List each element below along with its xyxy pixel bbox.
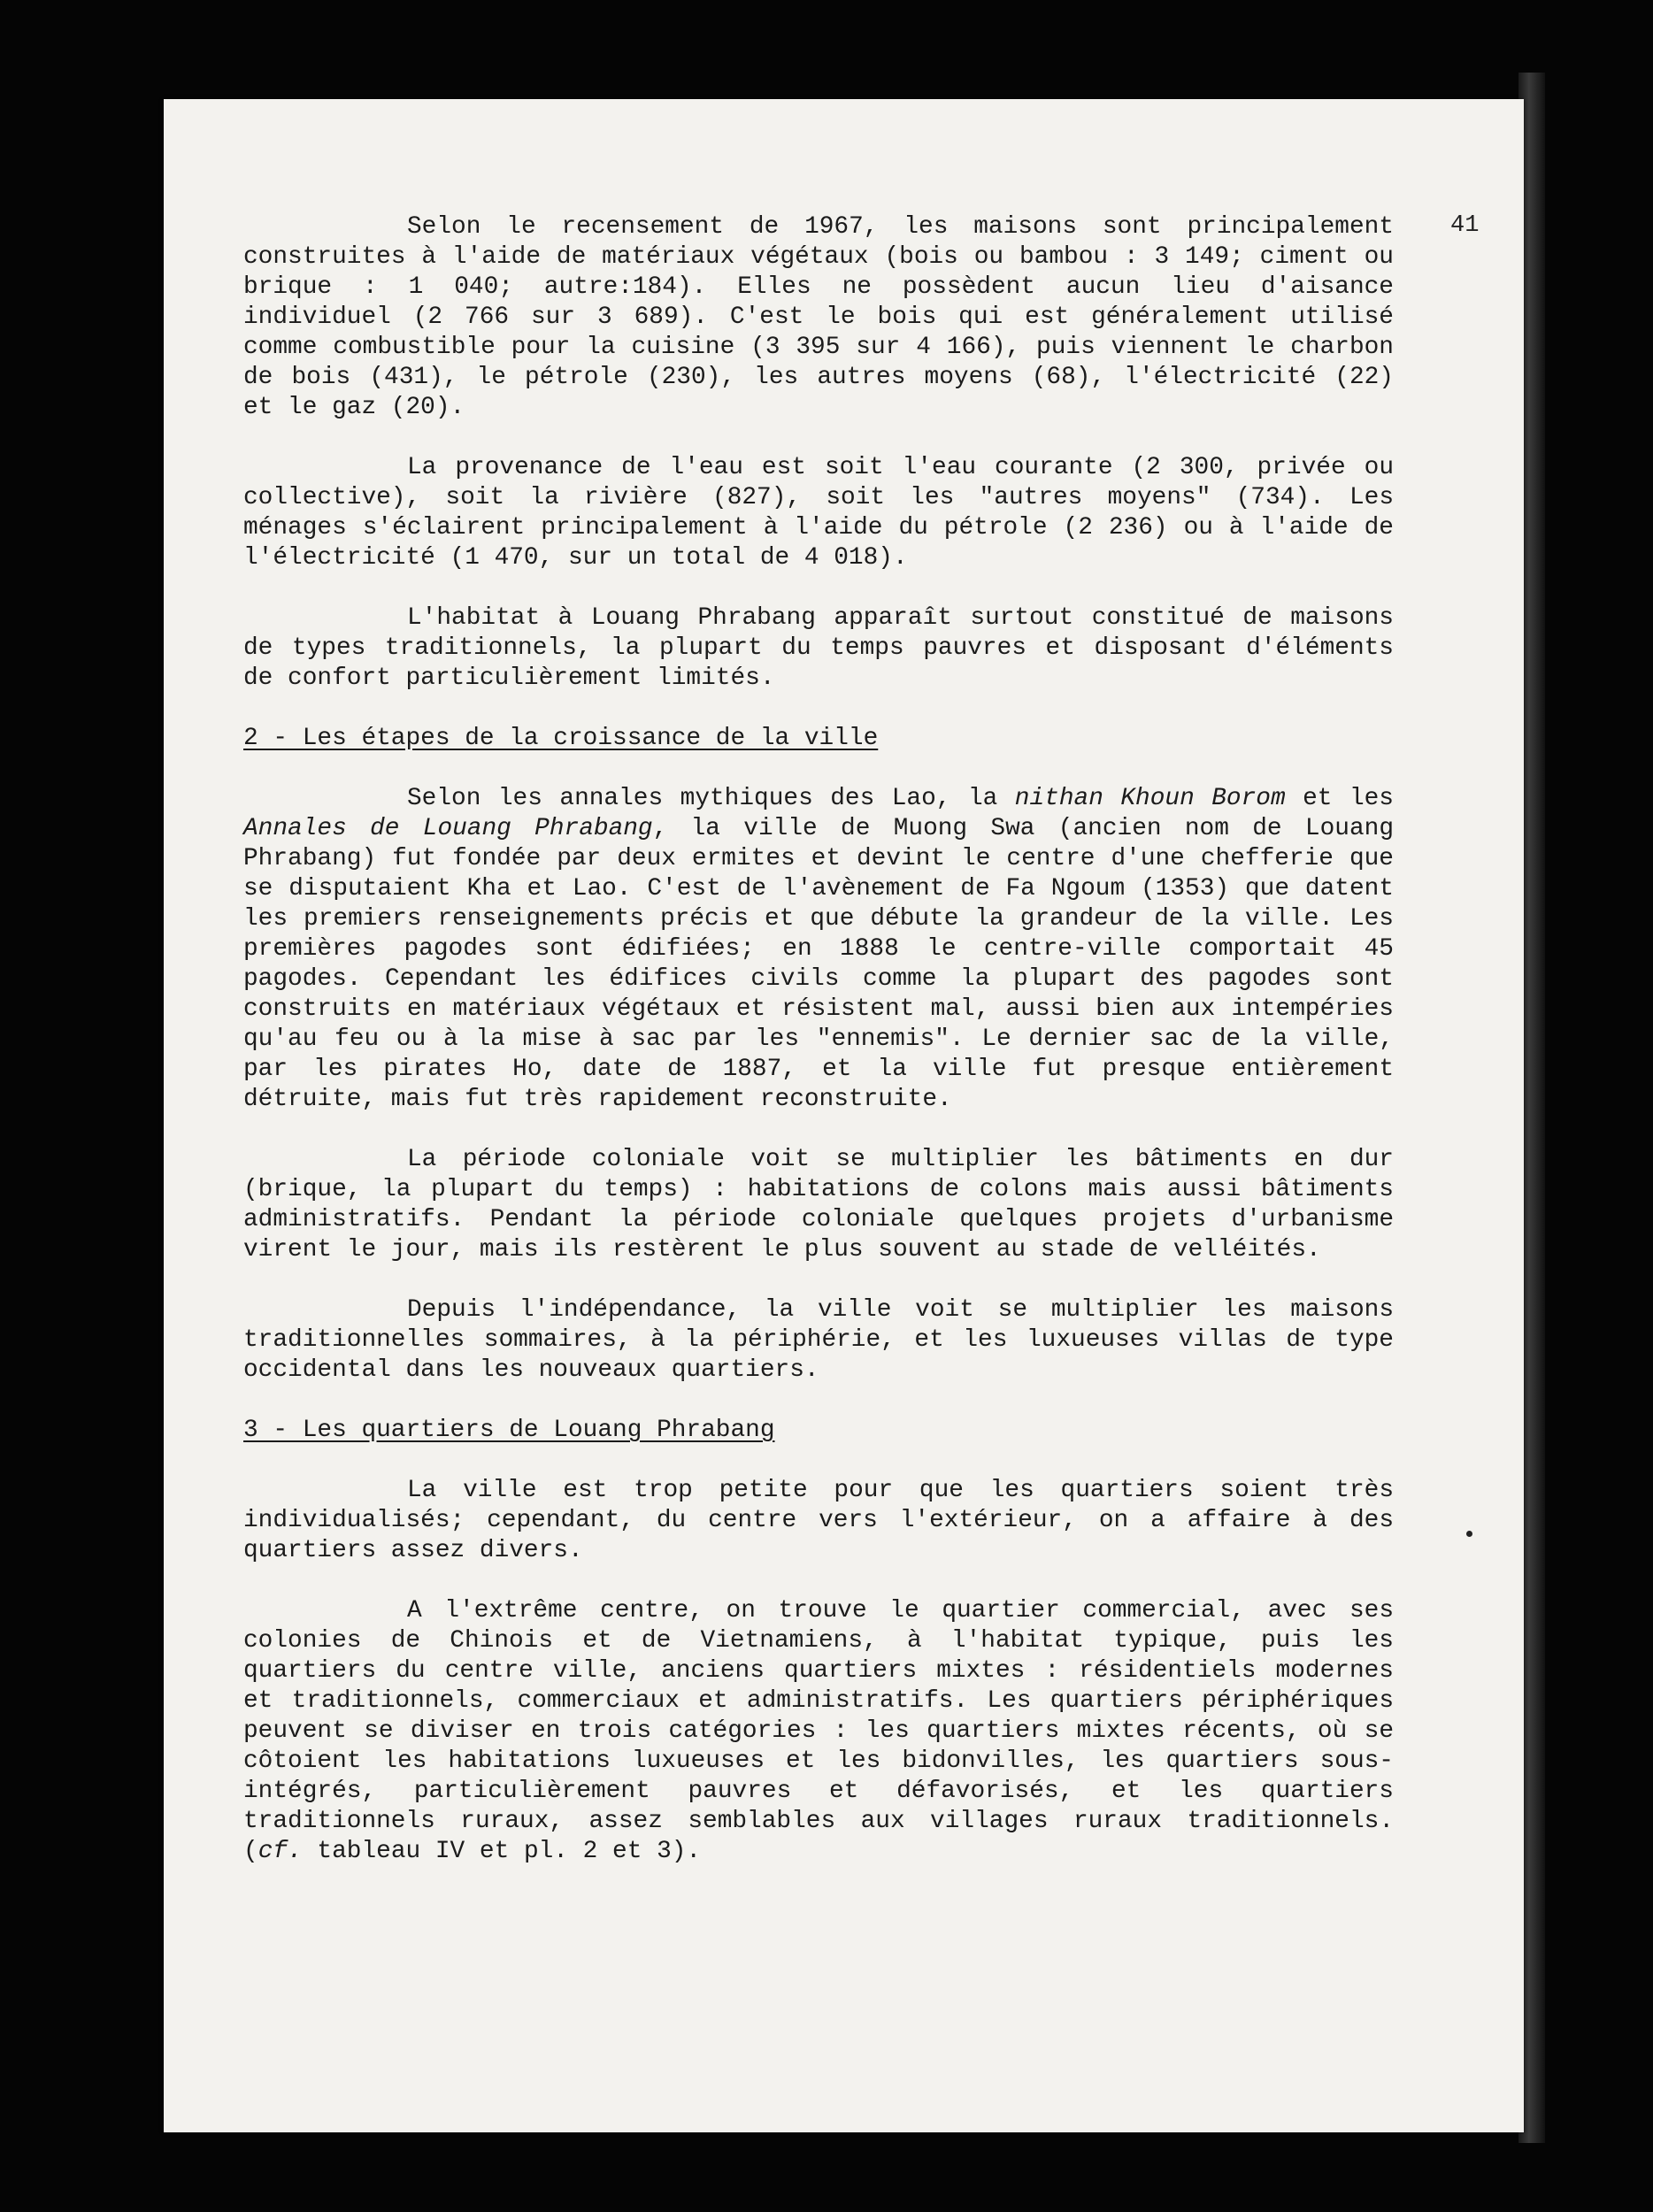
section-heading-neighborhoods: 3 - Les quartiers de Louang Phrabang [243, 1417, 775, 1444]
paragraph-census-housing: Selon le recensement de 1967, les maisons sont principalement construites à l'aide de matériaux végétaux (bois ou bambou : 3 149; ciment ou brique : 1 040; autre:184). Elles ne possèdent aucun lieu d'aisance individuel (2 766 sur 3 689). C'est le bois qui est généralement utilisé comme combustible pour la cuisine (3 395 sur 4 166), puis viennent le charbon de bois (431), le pétrole (230), les autres moyens (68), l'électricité (22) et le gaz (20). [243, 213, 1394, 421]
neighborhood-text-1: A l'extrême centre, on trouve le quartier commercial, avec ses colonies de Chinois et de Vietnamiens, à l'habitat typique, puis les quartiers du centre ville, anciens quartiers mixtes : résidentiels modernes et traditionnels, commerciaux et administratifs. Les quartiers périphériques peuvent se diviser en trois catégories : les quartiers mixtes récents, où se côtoient les habitations luxueuses et les bidonvilles, les quartiers sous-intégrés, particulièrement pauvres et défavorisés, et les quartiers traditionnels ruraux, assez semblables aux villages ruraux traditionnels. ( [243, 1597, 1394, 1865]
neighborhood-italic-cf: cf. [258, 1838, 303, 1865]
neighborhood-text-2: tableau IV et pl. 2 et 3). [302, 1838, 702, 1865]
paragraph-colonial-period: La période coloniale voit se multiplier les bâtiments en dur (brique, la plupart du temps) : habitations de colons mais aussi bâtiments administratifs. Pendant la période coloniale quelques projets d'urbanisme virent le jour, mais ils restèrent le plus souvent au stade de velléités. [243, 1146, 1394, 1263]
paragraph-neighborhood-types [243, 1596, 1394, 1867]
history-italic-title-1: nithan Khoun Borom [1014, 785, 1286, 812]
history-text-3: , la ville de Muong Swa (ancien nom de Louang Phrabang) fut fondée par deux ermites et devint le centre d'une chefferie que se disputaient Kha et Lao. C'est de l'avènement de Fa Ngoum (1353) que datent les premiers renseignements précis et que débute la grandeur de la ville. Les premières pagodes sont édifiées; en 1888 le centre-ville comportait 45 pagodes. Cependant les édifices civils comme la plupart des pagodes sont construits en matériaux végétaux et résistent mal, aussi bien aux intempéries qu'au feu ou à la mise à sac par les "ennemis". Le dernier sac de la ville, par les pirates Ho, date de 1887, et la ville fut presque entièrement détruite, mais fut très rapidement reconstruite. [243, 815, 1395, 1113]
section-heading-growth-stages: 2 - Les étapes de la croissance de la ville [243, 725, 879, 752]
history-text-1: Selon les annales mythiques des Lao, la [407, 785, 1015, 812]
page-number: 41 [1450, 212, 1480, 239]
paragraph-city-history [243, 784, 1394, 1115]
paragraph-habitat-summary: L'habitat à Louang Phrabang apparaît surtout constitué de maisons de types traditionnels, la plupart du temps pauvres et disposant d'éléments de confort particulièrement limités. [243, 604, 1394, 692]
page-body [243, 212, 1394, 1867]
paragraph-water-lighting: La provenance de l'eau est soit l'eau courante (2 300, privée ou collective), soit la rivière (827), soit les "autres moyens" (734). Les ménages s'éclairent principalement à l'aide du pétrole (2 236) ou à l'aide de l'électricité (1 470, sur un total de 4 018). [243, 454, 1394, 572]
history-text-2: et les [1285, 785, 1394, 812]
history-italic-title-2: Annales de Louang Phrabang [243, 815, 653, 842]
stray-dot [1466, 1531, 1472, 1537]
paragraph-neighborhood-overview: La ville est trop petite pour que les quartiers soient très individualisés; cependant, du centre vers l'extérieur, on a affaire à des quartiers assez divers. [243, 1477, 1394, 1564]
paragraph-independence: Depuis l'indépendance, la ville voit se multiplier les maisons traditionnelles sommaires, à la périphérie, et les luxueuses villas de type occidental dans les nouveaux quartiers. [243, 1296, 1394, 1384]
